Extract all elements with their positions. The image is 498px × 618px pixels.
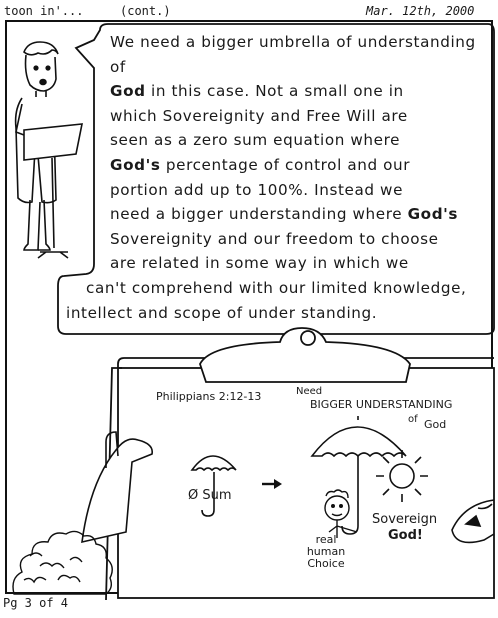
of-label: of: [408, 414, 418, 425]
continued-label: (cont.): [120, 4, 171, 18]
speech-line: We need a bigger umbrella of understanding of: [110, 33, 476, 76]
sovereign-god-label: God!: [388, 528, 423, 543]
speech-line: which Sovereignity and Free Will are: [110, 106, 408, 125]
speech-line: seen as a zero sum equation where: [110, 131, 401, 150]
speech-line: intellect and scope of under standing.: [66, 303, 378, 322]
series-title: toon in'...: [4, 4, 84, 18]
god-label-top: God: [424, 418, 447, 431]
curly-texture: [13, 531, 112, 594]
speech-line: God's percentage of control and our: [110, 155, 411, 174]
speech-line: can't comprehend with our limited knowledge,: [86, 278, 467, 297]
human-choice-label: real human Choice: [306, 533, 346, 570]
scripture-reference: Philippians 2:12-13: [156, 390, 262, 403]
speaker-figure: [16, 42, 82, 258]
bigger-understanding-label: BIGGER UNDERSTANDING: [310, 398, 453, 411]
page-number: Pg 3 of 4: [3, 596, 69, 610]
speech-line: Sovereignity and our freedom to choose: [110, 229, 439, 248]
need-label: Need: [296, 386, 323, 397]
comic-date: Mar. 12th, 2000: [366, 4, 475, 18]
clipboard: [106, 328, 494, 600]
clipboard-clip: [200, 328, 410, 382]
zero-sum-label: Ø Sum: [188, 488, 232, 503]
speech-line: portion add up to 100%. Instead we: [110, 180, 404, 199]
speech-line: God in this case. Not a small one in: [110, 82, 404, 101]
speech-line: need a bigger understanding where God's: [110, 205, 459, 224]
speech-line: are related in some way in which we: [110, 254, 409, 273]
speech-text: [66, 30, 490, 325]
sovereign-label: Sovereign: [372, 512, 438, 527]
